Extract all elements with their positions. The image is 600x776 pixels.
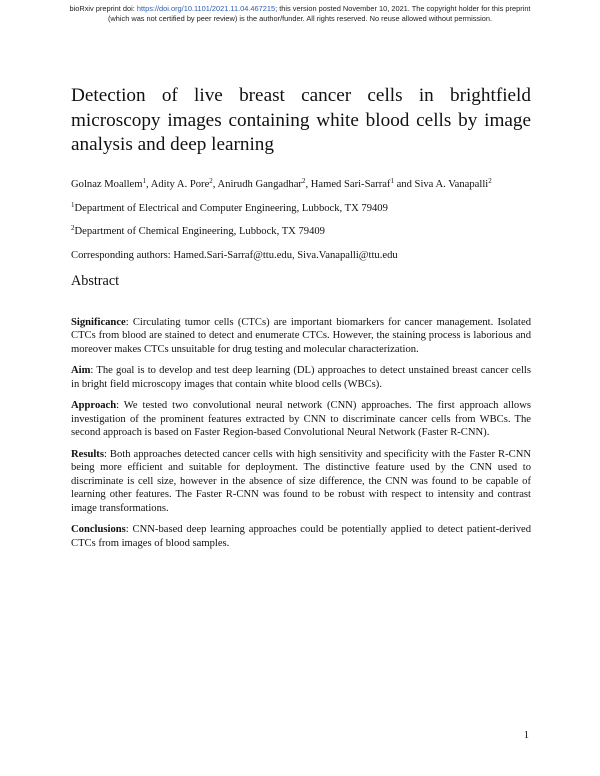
affiliation	[71, 202, 531, 216]
author-separator: ,	[146, 178, 151, 190]
banner-prefix: bioRxiv preprint doi:	[69, 4, 137, 13]
author-affiliation-mark: 2	[209, 176, 213, 185]
paper-title: Detection of live breast cancer cells in brightfield microscopy images containing white blood cells by image analysis and deep learning	[71, 85, 531, 156]
banner-suffix: ; this version posted November 10, 2021. The copyright holder for this preprint	[275, 4, 531, 13]
author-list	[71, 178, 531, 192]
section-label: Approach	[71, 400, 117, 412]
section-label: Conclusions	[71, 524, 126, 536]
section-text: : Both approaches detected cancer cells with high sensitivity and specificity with the Faster R-CNN being more efficient and suitable for deployment. The distinctive feature used by the CNN used to discriminate is cell size, however in the absence of size difference, the CNN was found to be capable of learning other features. The Faster R-CNN was found to be robust with respect to intensity and contrast image transformations.	[71, 448, 531, 514]
affiliation-text: Department of Electrical and Computer Engineering, Lubbock, TX 79409	[74, 202, 388, 214]
author-separator: ,	[212, 178, 218, 190]
author-and: and	[393, 178, 415, 190]
author: Golnaz Moallem	[71, 178, 143, 190]
page-number: 1	[523, 730, 529, 741]
affiliation-number: 1	[71, 200, 75, 209]
author: Anirudh Gangadhar	[217, 178, 302, 190]
section-text: : The goal is to develop and test deep learning (DL) approaches to detect unstained breast cancer cells in bright field microscopy images that contain white blood cells (WBCs).	[71, 365, 531, 390]
author-affiliation-mark: 1	[142, 176, 146, 185]
corresponding-authors: Corresponding authors: Hamed.Sari-Sarraf@ttu.edu, Siva.Vanapalli@ttu.edu	[71, 250, 398, 262]
author: Adity A. Pore	[150, 178, 210, 190]
author-separator: ,	[305, 178, 311, 190]
author: Hamed Sari-Sarraf	[310, 178, 391, 190]
author-affiliation-mark: 1	[390, 176, 394, 185]
section-label: Results	[71, 448, 104, 460]
affiliation-text: Department of Chemical Engineering, Lubbock, TX 79409	[74, 226, 325, 238]
author-affiliation-mark: 2	[301, 176, 306, 185]
section-text: : Circulating tumor cells (CTCs) are important biomarkers for cancer management. Isolated CTCs from blood are stained to detect and enumerate CTCs. However, the staining process is laborious and moreover makes CTCs unsuitable for drug testing and molecular characterization.	[71, 316, 531, 355]
abstract-section-conclusions	[71, 523, 531, 550]
section-label: Significance	[71, 316, 126, 328]
abstract-section-significance	[71, 316, 531, 357]
author: Siva A. Vanapalli	[414, 178, 489, 190]
paper-page	[71, 84, 531, 558]
section-label: Aim	[71, 365, 91, 377]
abstract-heading: Abstract	[71, 272, 120, 289]
abstract-section-approach	[71, 399, 531, 440]
section-text: : CNN-based deep learning approaches could be potentially applied to detect patient-derived CTCs from images of blood samples.	[71, 524, 531, 549]
abstract-section-aim	[71, 364, 531, 391]
banner-line-1	[0, 4, 600, 14]
affiliation-number: 2	[71, 224, 75, 233]
author-affiliation-mark: 2	[488, 176, 492, 185]
preprint-banner	[0, 4, 600, 23]
affiliation	[71, 225, 531, 239]
section-text: : We tested two convolutional neural network (CNN) approaches. The first approach allows investigation of the prominent features extracted by CNN to discriminate cancer cells from WBCs. The second approach is based on Faster Region-based Convolutional Neural Network (Faster R-CNN).	[71, 400, 531, 439]
doi-link[interactable]: https://doi.org/10.1101/2021.11.04.467215	[136, 4, 276, 13]
abstract-section-results	[71, 448, 531, 516]
banner-line-2: (which was not certified by peer review) is the author/funder. All rights reserved. No reuse allowed without permission.	[107, 13, 493, 23]
